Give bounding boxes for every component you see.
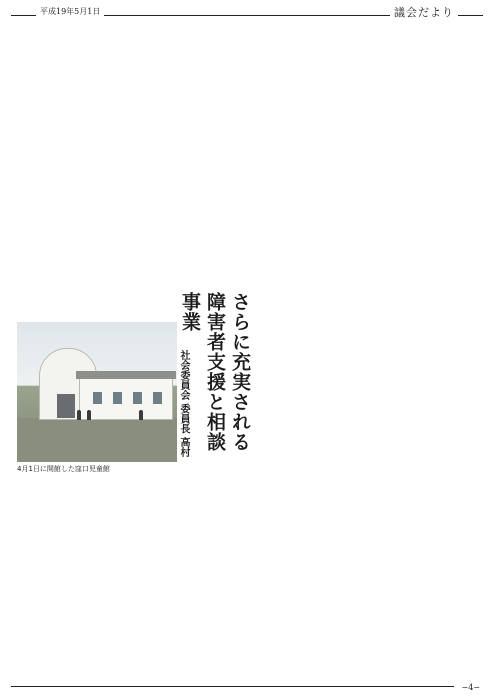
photo-person bbox=[77, 410, 81, 420]
body-column-top-left bbox=[14, 24, 226, 286]
photo-window bbox=[153, 392, 162, 404]
photo-window bbox=[93, 392, 102, 404]
childrens-hall-photo bbox=[17, 322, 177, 462]
page-number: −4− bbox=[461, 683, 480, 692]
section-title: 議会だより bbox=[390, 4, 458, 20]
photo-person bbox=[139, 410, 143, 420]
photo-window bbox=[113, 392, 122, 404]
photo-ground bbox=[17, 418, 177, 462]
body-column-top-right bbox=[234, 24, 480, 286]
issue-date: 平成19年5月1日 bbox=[36, 6, 104, 17]
body-column-bottom-left bbox=[14, 470, 246, 654]
article-author: 社会委員会 委員長 高村 bbox=[178, 350, 189, 457]
headline-line-2: 障害者支援と相談事業 bbox=[179, 292, 226, 452]
photo-caption: 4月1日に開館した窪口児童館 bbox=[17, 465, 110, 473]
headline-line-1: さらに充実される bbox=[229, 292, 251, 452]
body-column-bottom-right bbox=[250, 296, 480, 652]
photo-window bbox=[133, 392, 142, 404]
photo-person bbox=[87, 410, 91, 420]
photo-entrance bbox=[57, 394, 75, 418]
footer-rule bbox=[11, 686, 454, 687]
